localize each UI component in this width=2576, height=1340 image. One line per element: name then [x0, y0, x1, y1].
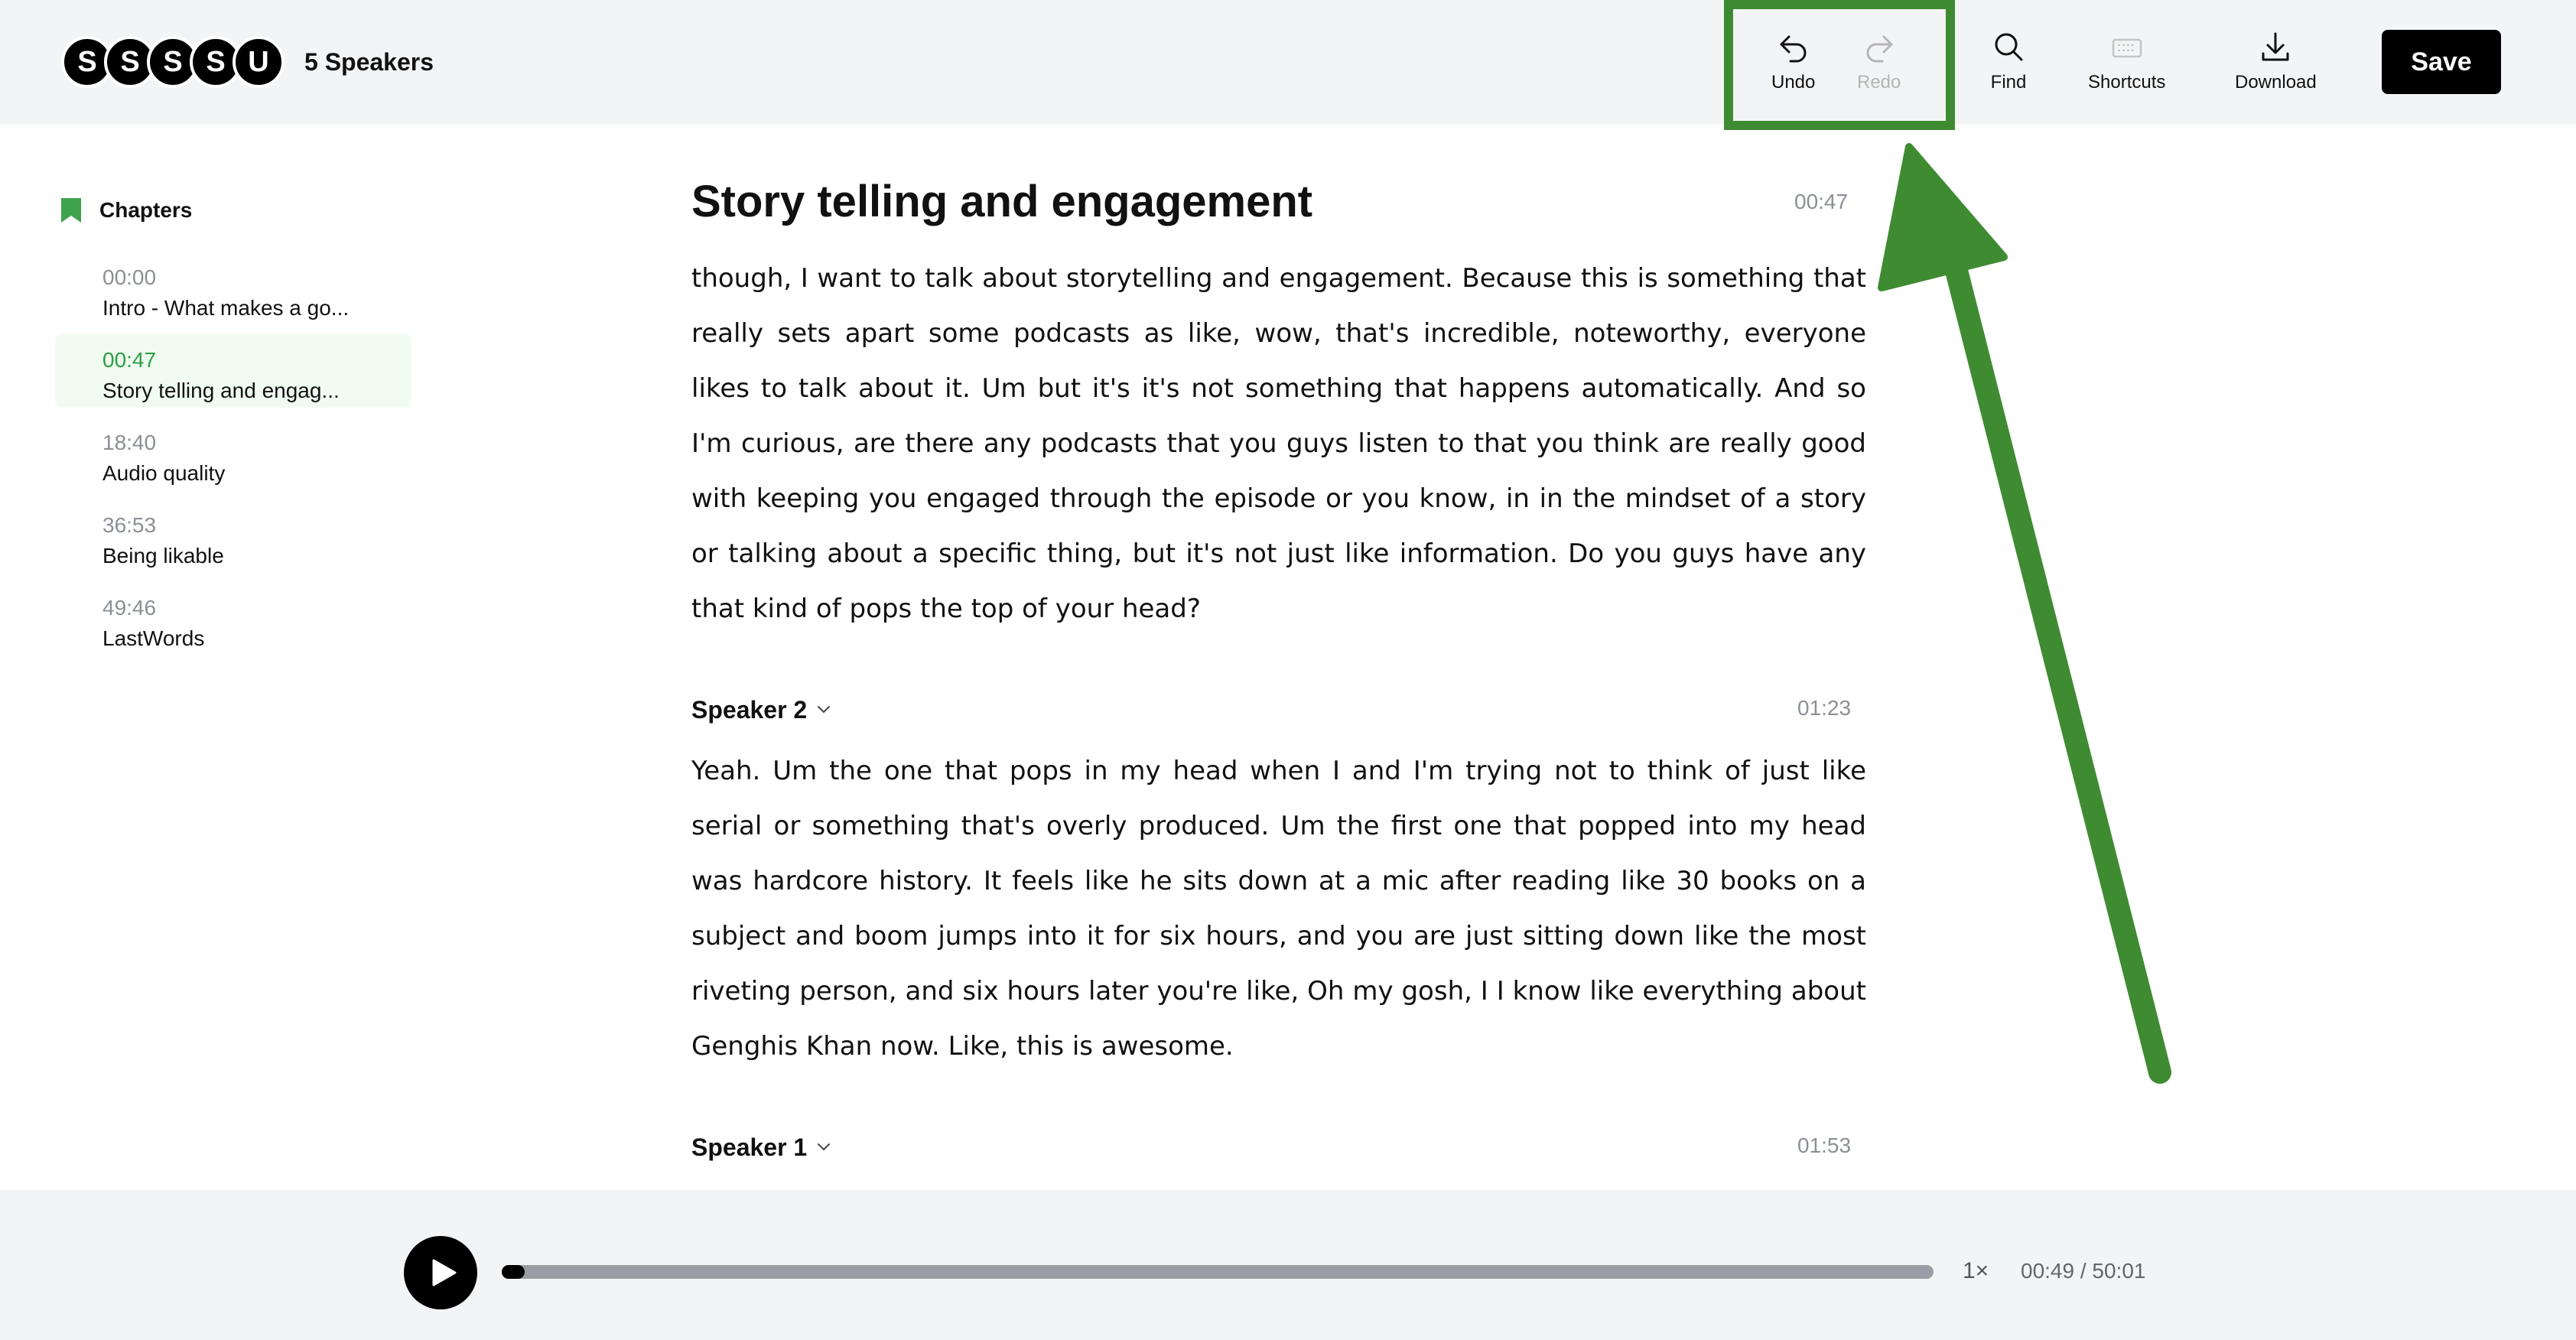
play-button[interactable] [404, 1236, 477, 1309]
avatar[interactable]: U [233, 36, 285, 88]
chapter-time: 49:46 [102, 596, 157, 620]
chapter-time: 36:53 [102, 513, 157, 537]
redo-icon [1861, 29, 1898, 66]
chapter-time: 00:00 [102, 265, 157, 289]
chapter-item[interactable] [55, 582, 411, 655]
transcript-paragraph[interactable]: though, I want to talk about storytelling and engagement. Because this is something that really sets apart some podcasts as like, wow, that's incredible, noteworthy, everyone likes to talk about it. Um but it's it's not something that happens automatically. And so I'm curious, are there any podcasts that you guys listen to that you think are really good with keeping you engaged through the episode or you know, in in the mindset of a story or talking about a specific thing, but it's not just like information. Do you guys have any that kind of pops the top of your head? [691, 263, 1866, 624]
section-timestamp[interactable]: 00:47 [1794, 190, 1849, 213]
bookmark-icon [60, 197, 83, 224]
speaker-label-dropdown[interactable] [691, 694, 831, 725]
progress-slider[interactable] [502, 1265, 1934, 1279]
avatar[interactable]: S [190, 36, 242, 88]
playback-speed-button[interactable]: 1× [1963, 1258, 1989, 1283]
chapter-title: LastWords [102, 626, 205, 650]
chapter-title: Audio quality [102, 461, 226, 485]
undo-label: Undo [1771, 72, 1816, 93]
speakers-count[interactable]: 5 Speakers [304, 48, 434, 76]
speaker-name: Speaker 1 [691, 1133, 808, 1161]
transcript-paragraph[interactable]: Yeah. Um the one that pops in my head when I and I'm trying not to think of just like serial or something that's overly produced. Um the first one that popped into my head was hardcore history. It feels like he sits down at a mic after reading like 30 books on a subject and boom jumps into it for six hours, and you are just sitting down like the most riveting person, and six hours later you're like, Oh my gosh, I I know like everything about Genghis Khan now. Like, this is awesome. [691, 756, 1866, 1062]
save-button[interactable]: Save [2382, 30, 2501, 94]
speaker-name: Speaker 2 [691, 696, 808, 724]
segment-timestamp[interactable]: 01:23 [1797, 696, 1852, 720]
chapter-item-active[interactable] [55, 334, 411, 408]
progress-fill [502, 1265, 525, 1279]
shortcuts-label: Shortcuts [2088, 72, 2166, 93]
keyboard-icon [2109, 29, 2145, 66]
chapter-time: 18:40 [102, 431, 157, 454]
undo-button[interactable] [1771, 29, 1815, 98]
search-icon [1990, 29, 2027, 66]
segment-timestamp[interactable]: 01:53 [1797, 1133, 1852, 1157]
section-title: Story telling and engagement [691, 177, 1313, 226]
redo-label: Redo [1857, 72, 1901, 93]
speaker-label-dropdown[interactable] [691, 1132, 831, 1163]
redo-button[interactable] [1857, 29, 1901, 98]
chapters-heading-label: Chapters [99, 198, 193, 222]
chapter-item[interactable] [55, 499, 411, 573]
avatar[interactable]: S [104, 36, 156, 88]
chevron-down-icon [816, 1142, 831, 1153]
chapter-title: Intro - What makes a go... [102, 296, 350, 320]
chapter-title: Story telling and engag... [102, 379, 340, 402]
chapter-time: 00:47 [102, 348, 157, 372]
undo-icon [1775, 29, 1812, 66]
avatar[interactable]: S [61, 36, 113, 88]
chevron-down-icon [816, 704, 831, 715]
avatar[interactable]: S [147, 36, 199, 88]
chapter-item[interactable] [55, 252, 411, 325]
download-button[interactable] [2235, 29, 2317, 98]
top-toolbar [0, 0, 2576, 125]
download-label: Download [2235, 72, 2317, 93]
find-label: Find [1990, 72, 2027, 93]
download-icon [2257, 29, 2294, 66]
play-icon [429, 1258, 458, 1287]
shortcuts-button[interactable] [2088, 29, 2165, 98]
chapter-item[interactable] [55, 417, 411, 490]
time-readout: 00:49 / 50:01 [2021, 1259, 2146, 1283]
chapters-heading [60, 197, 192, 224]
find-button[interactable] [1990, 29, 2027, 98]
chapter-title: Being likable [102, 544, 224, 568]
